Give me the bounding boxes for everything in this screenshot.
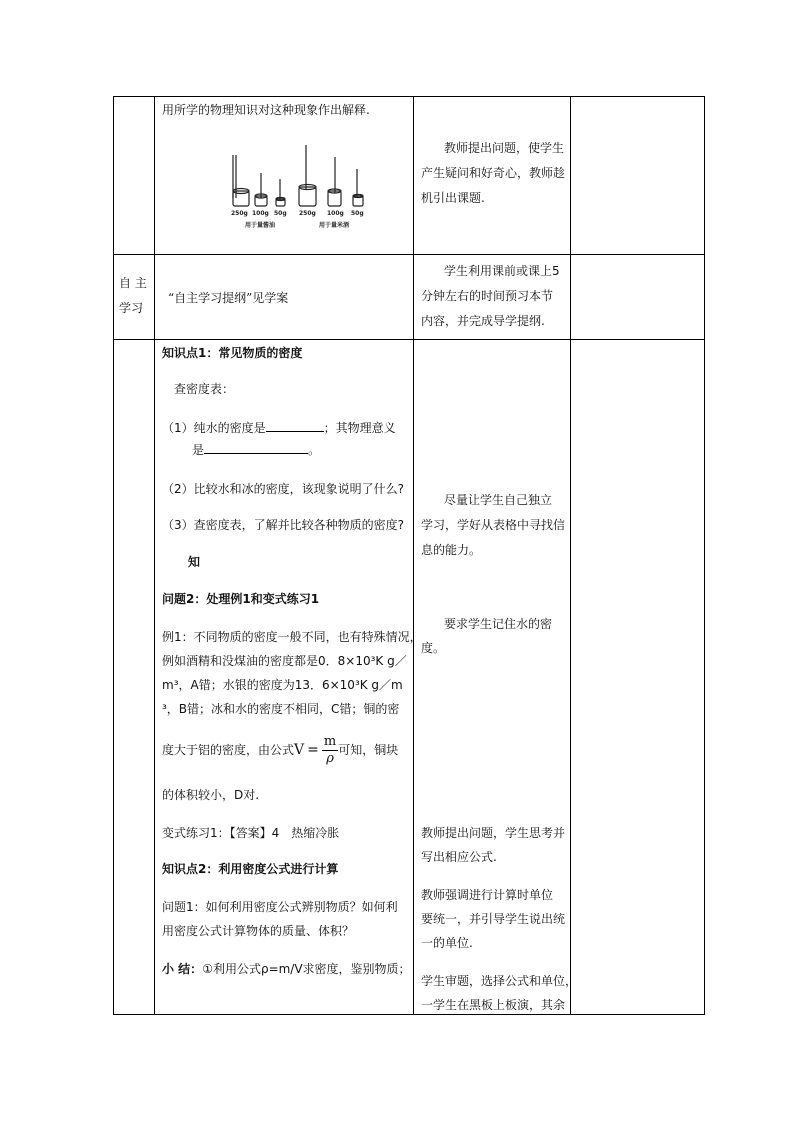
fragment-text: 知: [188, 555, 201, 569]
teacher-note-line: 写出相应公式.: [421, 850, 497, 864]
example-line: 的体积较小，D对.: [162, 788, 260, 802]
problem-1-line: 用密度公式计算物体的质量、体积？: [162, 924, 355, 938]
example-line: 例如酒精和没煤油的密度都是0．8×10³K g／: [162, 654, 407, 668]
formula-volume: V: [294, 742, 305, 758]
content-cell: [155, 97, 414, 255]
content-cell: [155, 340, 422, 1015]
intro-question-text: 用所学的物理知识对这种现象作出解释.: [162, 103, 370, 117]
summary-line: 小 结：①利用公式ρ=m/V求密度，鉴别物质；: [162, 962, 411, 976]
teacher-activity-cell: [414, 255, 571, 340]
teacher-note-line: 一学生在黑板上板演，其余: [421, 998, 566, 1012]
table-row: [114, 255, 705, 340]
measuring-ladles-figure: [233, 143, 393, 233]
teacher-activity-cell: [414, 97, 571, 255]
table-row: [114, 340, 705, 1015]
teacher-note-line: 学习，学好从表格中寻找信: [421, 518, 566, 532]
figure-caption: 用于量米酒: [319, 222, 350, 229]
answer-blank: [266, 418, 324, 432]
ladle-label: 250g: [231, 210, 248, 217]
teacher-note-line: 内容，并完成导学提纲.: [421, 314, 545, 328]
teacher-note-line: 学生审题，选择公式和单位，: [421, 974, 578, 988]
section-label-line: 学习: [119, 301, 144, 315]
teacher-note-line: 教师提出问题，使学生: [444, 141, 565, 155]
teacher-note-line: 息的能力。: [421, 543, 482, 557]
knowledge-point-title: 知识点1：常见物质的密度: [162, 346, 303, 360]
remarks-cell: [571, 255, 705, 340]
question-1: （1）纯水的密度是 ；其物理意义: [162, 418, 396, 437]
knowledge-point-title: 知识点2：利用密度公式进行计算: [162, 862, 339, 876]
self-study-text: “自主学习提纲”见学案: [168, 291, 289, 305]
section-label-line: 自 主: [119, 276, 147, 290]
teacher-note-line: 度。: [421, 641, 446, 655]
variant-exercise: 变式练习1：【答案】4 热缩冷胀: [162, 826, 340, 840]
example-line: m³，A错；水银的密度为13．6×10³K g／m: [162, 678, 403, 692]
ladle-label: 50g: [274, 210, 287, 217]
density-fraction: $\frac{m}{\rho}$: [323, 734, 337, 766]
teacher-note-line: 一的单位.: [421, 936, 473, 950]
content-cell: [155, 255, 414, 340]
teacher-note-line: 教师强调进行计算时单位: [421, 888, 554, 902]
question-3: （3）查密度表，了解并比较各种物质的密度?: [162, 518, 405, 532]
teacher-note-line: 机引出课题.: [421, 191, 485, 205]
teacher-note-line: 分钟左右的时间预习本节: [421, 289, 554, 303]
lookup-text: 查密度表：: [174, 382, 235, 396]
ladle-label: 50g: [351, 210, 364, 217]
answer-blank: [204, 440, 308, 454]
teacher-note-line: 学生利用课前或课上5: [444, 264, 560, 278]
problem-1-line: 问题1：如何利用密度公式辨别物质？如何利: [162, 900, 398, 914]
teacher-activity-cell: [414, 340, 578, 1015]
section-label-cell: [114, 340, 155, 1015]
formula-equals: =: [307, 742, 319, 758]
teacher-note-line: 要统一，并引导学生说出统: [421, 912, 566, 926]
ladle-label: 100g: [252, 210, 269, 217]
section-label-cell: [114, 97, 155, 255]
ladle-label: 100g: [327, 210, 344, 217]
example-line: ³，B错；冰和水的密度不相同，C错；铜的密: [162, 702, 400, 716]
teacher-note-line: 教师提出问题，学生思考并: [421, 826, 566, 840]
question-1-cont: 是 。: [192, 440, 320, 459]
section-label-cell: [114, 255, 155, 340]
figure-caption: 用于量酱油: [245, 222, 276, 229]
problem-2-title: 问题2：处理例1和变式练习1: [162, 592, 320, 606]
teacher-note-line: 产生疑问和好奇心，教师趁: [421, 166, 566, 180]
lesson-plan-table: [113, 96, 705, 1015]
table-row: [114, 97, 705, 255]
teacher-note-line: 尽量让学生自己独立: [444, 493, 553, 507]
ladle-label: 250g: [299, 210, 316, 217]
question-2: （2）比较水和冰的密度，该现象说明了什么?: [162, 482, 405, 496]
example-formula-line: 度大于铝的密度，由公式V = $\frac{m}{\rho}$ 可知，铜块: [162, 734, 399, 766]
teacher-note-line: 要求学生记住水的密: [444, 617, 553, 631]
remarks-cell: [571, 97, 705, 255]
example-line: 例1：不同物质的密度一般不同，也有特殊情况，: [162, 630, 422, 644]
remarks-cell: [571, 340, 705, 1015]
